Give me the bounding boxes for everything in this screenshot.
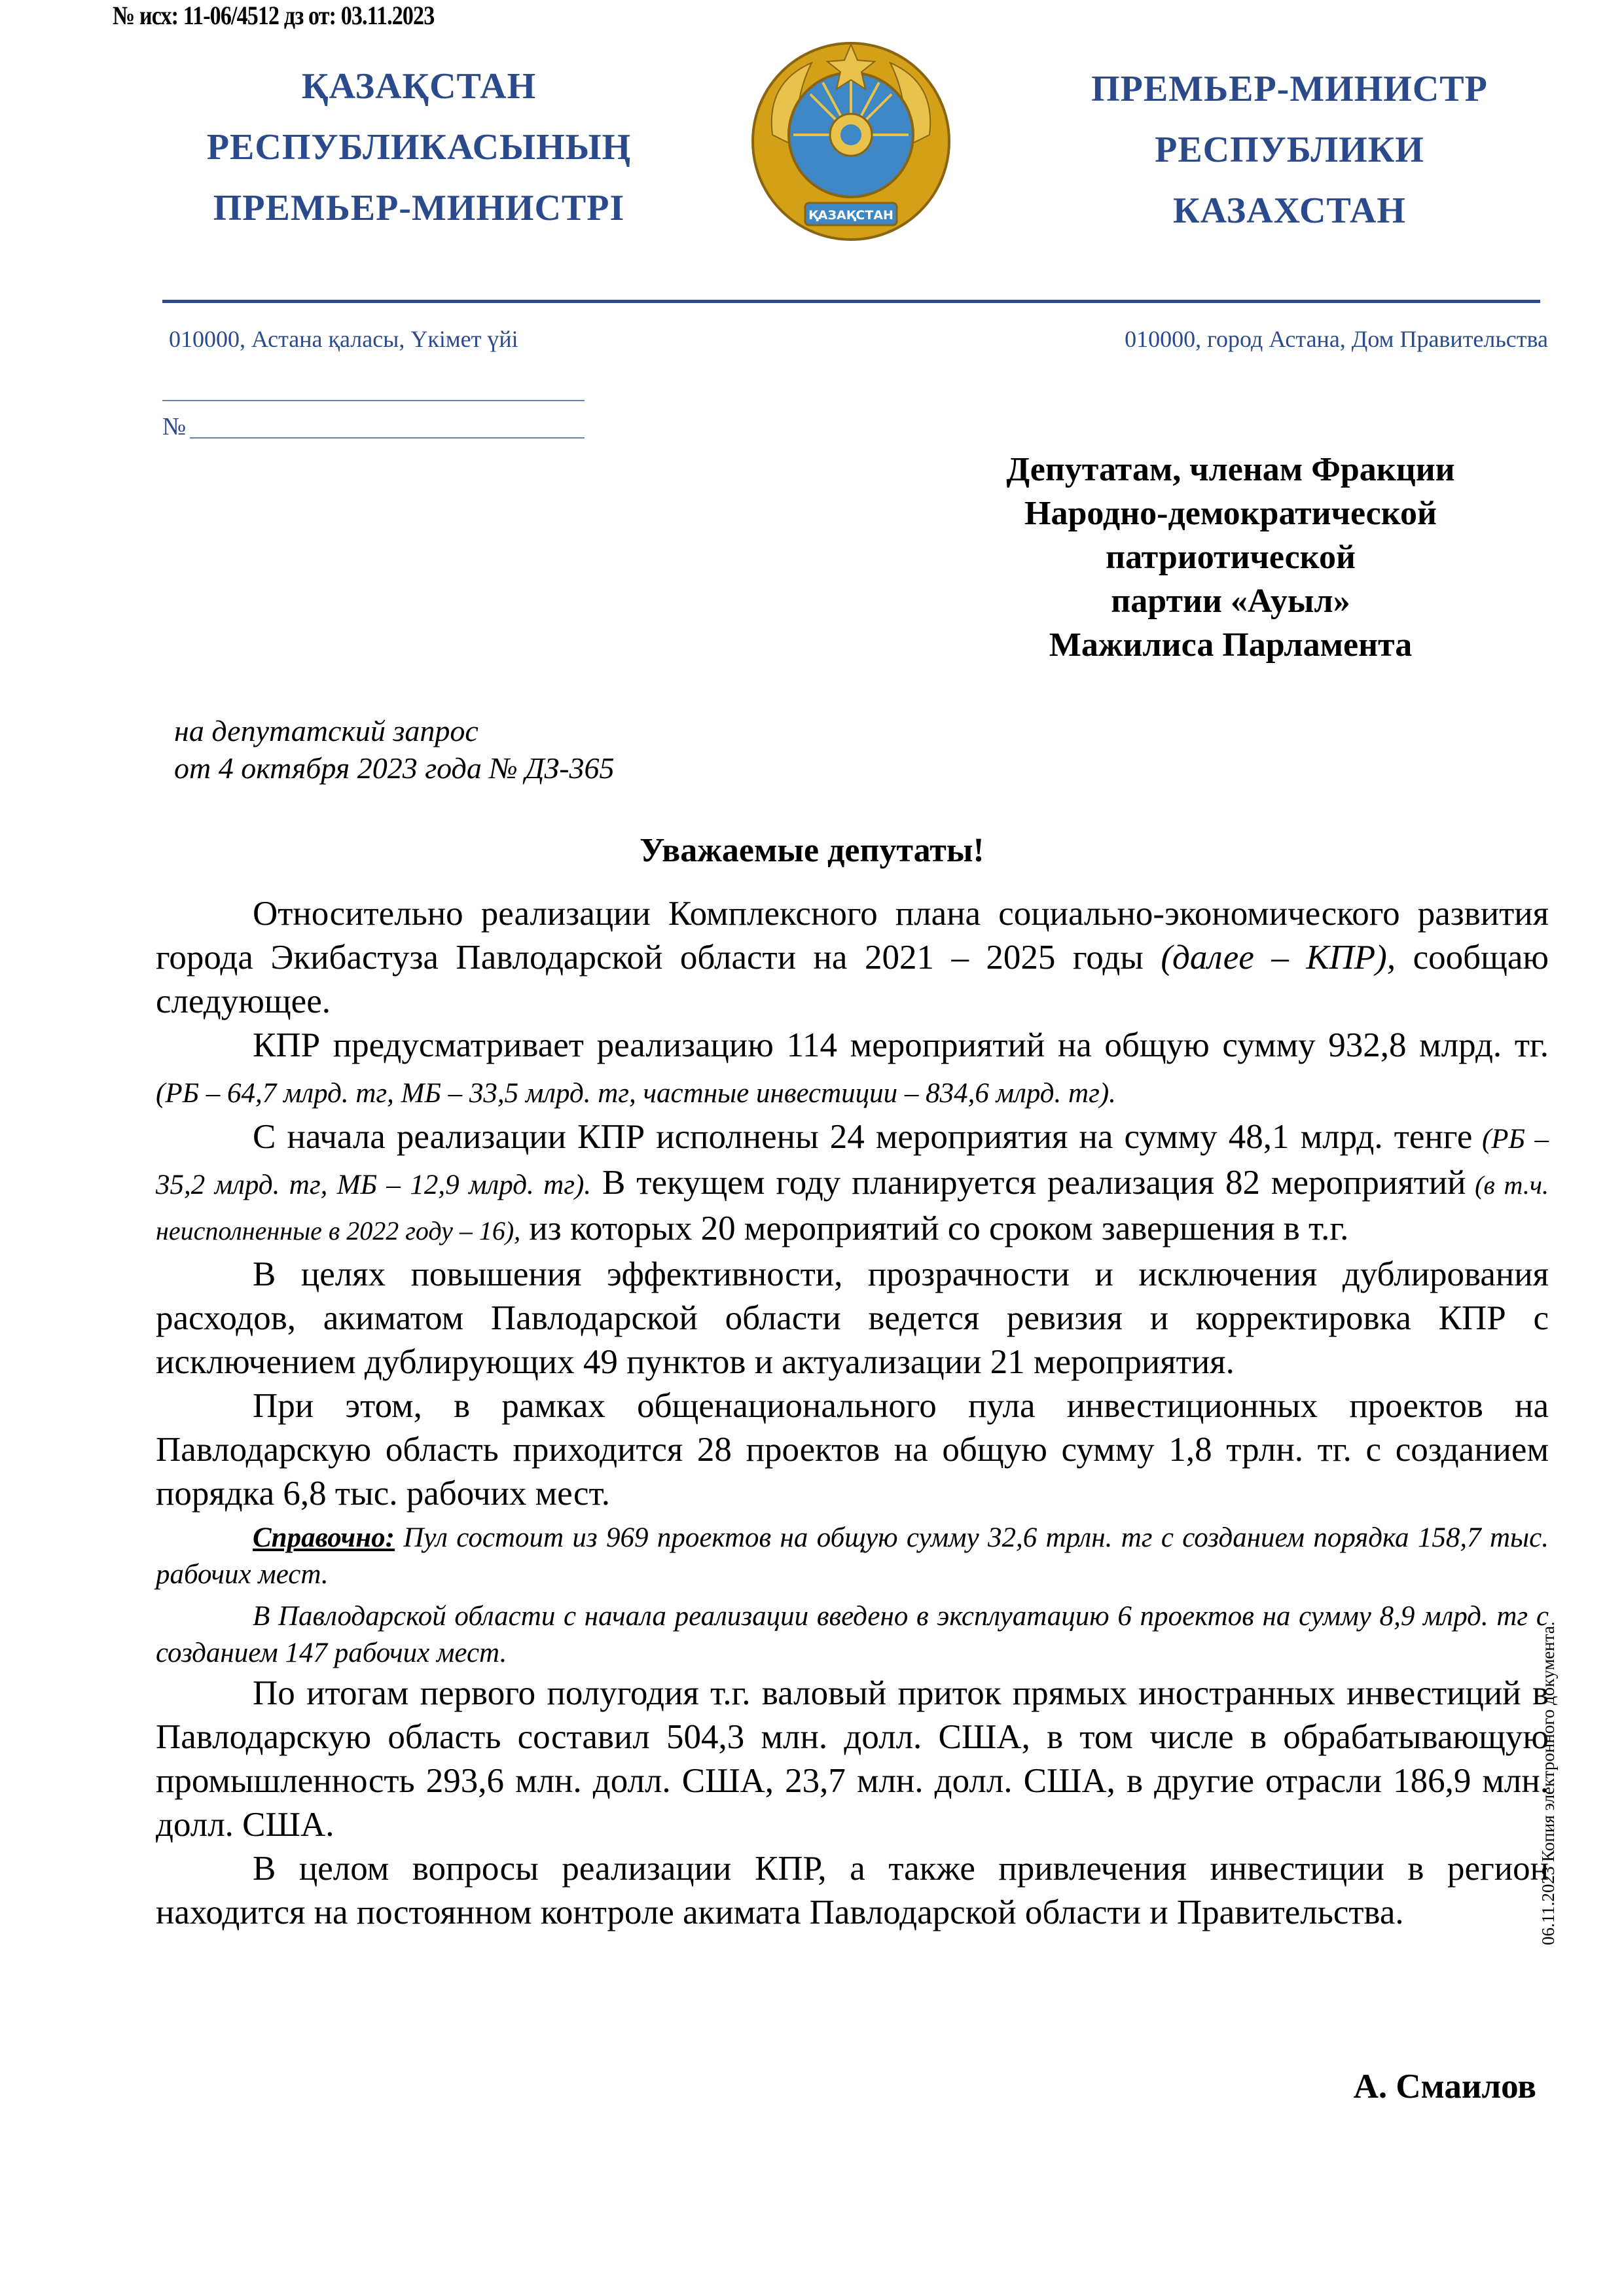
addressee-line: Депутатам, членам Фракции xyxy=(1006,451,1455,488)
paragraph xyxy=(156,892,1549,1024)
italic-text: (в т.ч. неисполненные в 2022 году – 16), xyxy=(156,1170,1549,1246)
reference-line: на депутатский запрос xyxy=(174,714,478,747)
outgoing-number: № исх: 11-06/4512 дз от: 03.11.2023 xyxy=(113,1,435,30)
org-kz-line: ҚАЗАҚСТАН xyxy=(301,66,537,107)
address-russian: 010000, город Астана, Дом Правительства xyxy=(1125,326,1548,352)
text: КПР предусматривает реализацию 114 мероприятий на общую сумму 932,8 млрд. тг. xyxy=(253,1026,1549,1064)
number-underline xyxy=(190,437,585,439)
org-name-russian xyxy=(1060,59,1519,242)
date-line xyxy=(162,400,585,401)
number-label: № xyxy=(162,413,187,440)
signatory: А. Смаилов xyxy=(1353,2068,1536,2106)
addressee-line: Народно-демократической xyxy=(1024,495,1437,532)
addressee-line: патриотической xyxy=(1106,539,1356,576)
paragraph: По итогам первого полугодия т.г. валовый приток прямых иностранных инвестиций в Павлодарскую область составил 504,3 млн. долл. США, в том числе в обрабатывающую промышленность 293,6 млн. долл. США, 23,7 млн. долл. США, в другие отрасли 186,9 млн. долл. США. xyxy=(156,1674,1549,1844)
note-label: Справочно: xyxy=(253,1522,395,1553)
addressee-line: партии «Ауыл» xyxy=(1111,583,1350,620)
paragraph: В целом вопросы реализации КПР, а также привлечения инвестиции в регион находится на постоянном контроле акимата Павлодарской области и Правительства. xyxy=(156,1850,1549,1931)
state-emblem-icon xyxy=(746,37,956,246)
paragraph xyxy=(156,1024,1549,1115)
paragraph: В целях повышения эффективности, прозрачности и исключения дублирования расходов, акиматом Павлодарской области ведется ревизия и корректировка КПР с исключением дублирующих 49 пунктов и актуализации 21 мероприятия. xyxy=(156,1255,1549,1381)
text: С начала реализации КПР исполнены 24 мероприятия на сумму 48,1 млрд. тенге xyxy=(253,1118,1473,1156)
request-reference xyxy=(174,712,615,787)
emblem-text: ҚАЗАҚСТАН xyxy=(808,208,893,223)
addressee-line: Мажилиса Парламента xyxy=(1049,626,1413,664)
italic-text: (далее – КПР), xyxy=(1143,939,1396,977)
text: сообщаю следующее. xyxy=(156,939,1549,1020)
number-field xyxy=(162,412,585,439)
note-text: Пул состоит из 969 проектов на общую сумму 32,6 трлн. тг с созданием порядка 158,7 тыс. рабочих мест. xyxy=(156,1522,1549,1590)
org-kz-line: ПРЕМЬЕР-МИНИСТРІ xyxy=(213,188,625,228)
reference-line: от 4 октября 2023 года № ДЗ-365 xyxy=(174,751,615,785)
greeting: Уважаемые депутаты! xyxy=(640,832,984,869)
addressee xyxy=(871,448,1591,667)
text: В текущем году планируется реализация 82 мероприятий xyxy=(591,1164,1466,1202)
org-ru-line: ПРЕМЬЕР-МИНИСТР xyxy=(1091,69,1488,109)
italic-text: (РБ – 64,7 млрд. тг, МБ – 33,5 млрд. тг, частные инвестиции – 834,6 млрд. тг). xyxy=(156,1078,1116,1109)
paragraph xyxy=(156,1115,1549,1253)
paragraph: При этом, в рамках общенационального пула инвестиционных проектов на Павлодарскую область приходится 28 проектов на общую сумму 1,8 трлн. тг. с созданием порядка 6,8 тыс. рабочих мест. xyxy=(156,1387,1549,1513)
org-name-kazakh xyxy=(190,56,648,239)
org-kz-line: РЕСПУБЛИКАСЫНЫҢ xyxy=(206,127,632,168)
note: В Павлодарской области с начала реализации введено в эксплуатацию 6 проектов на сумму 8,9 млрд. тг с созданием 147 рабочих мест. xyxy=(156,1601,1549,1668)
text: из которых 20 мероприятий со сроком завершения в т.г. xyxy=(520,1210,1349,1247)
org-ru-line: КАЗАХСТАН xyxy=(1173,190,1406,231)
text: Относительно реализации Комплексного плана социально-экономического развития города Экибастуза Павлодарской области на 2021 – 2025 годы xyxy=(156,895,1549,977)
header-divider xyxy=(162,300,1540,303)
letter-body xyxy=(156,892,1549,1935)
italic-text: (РБ – 35,2 млрд. тг, МБ – 12,9 млрд. тг). xyxy=(156,1124,1549,1200)
electronic-copy-note: 06.11.2023 Копия электронного документа. xyxy=(1538,1621,1558,1945)
note xyxy=(156,1520,1549,1593)
address-kazakh: 010000, Астана қаласы, Үкімет үйі xyxy=(169,326,518,352)
org-ru-line: РЕСПУБЛИКИ xyxy=(1155,130,1424,170)
